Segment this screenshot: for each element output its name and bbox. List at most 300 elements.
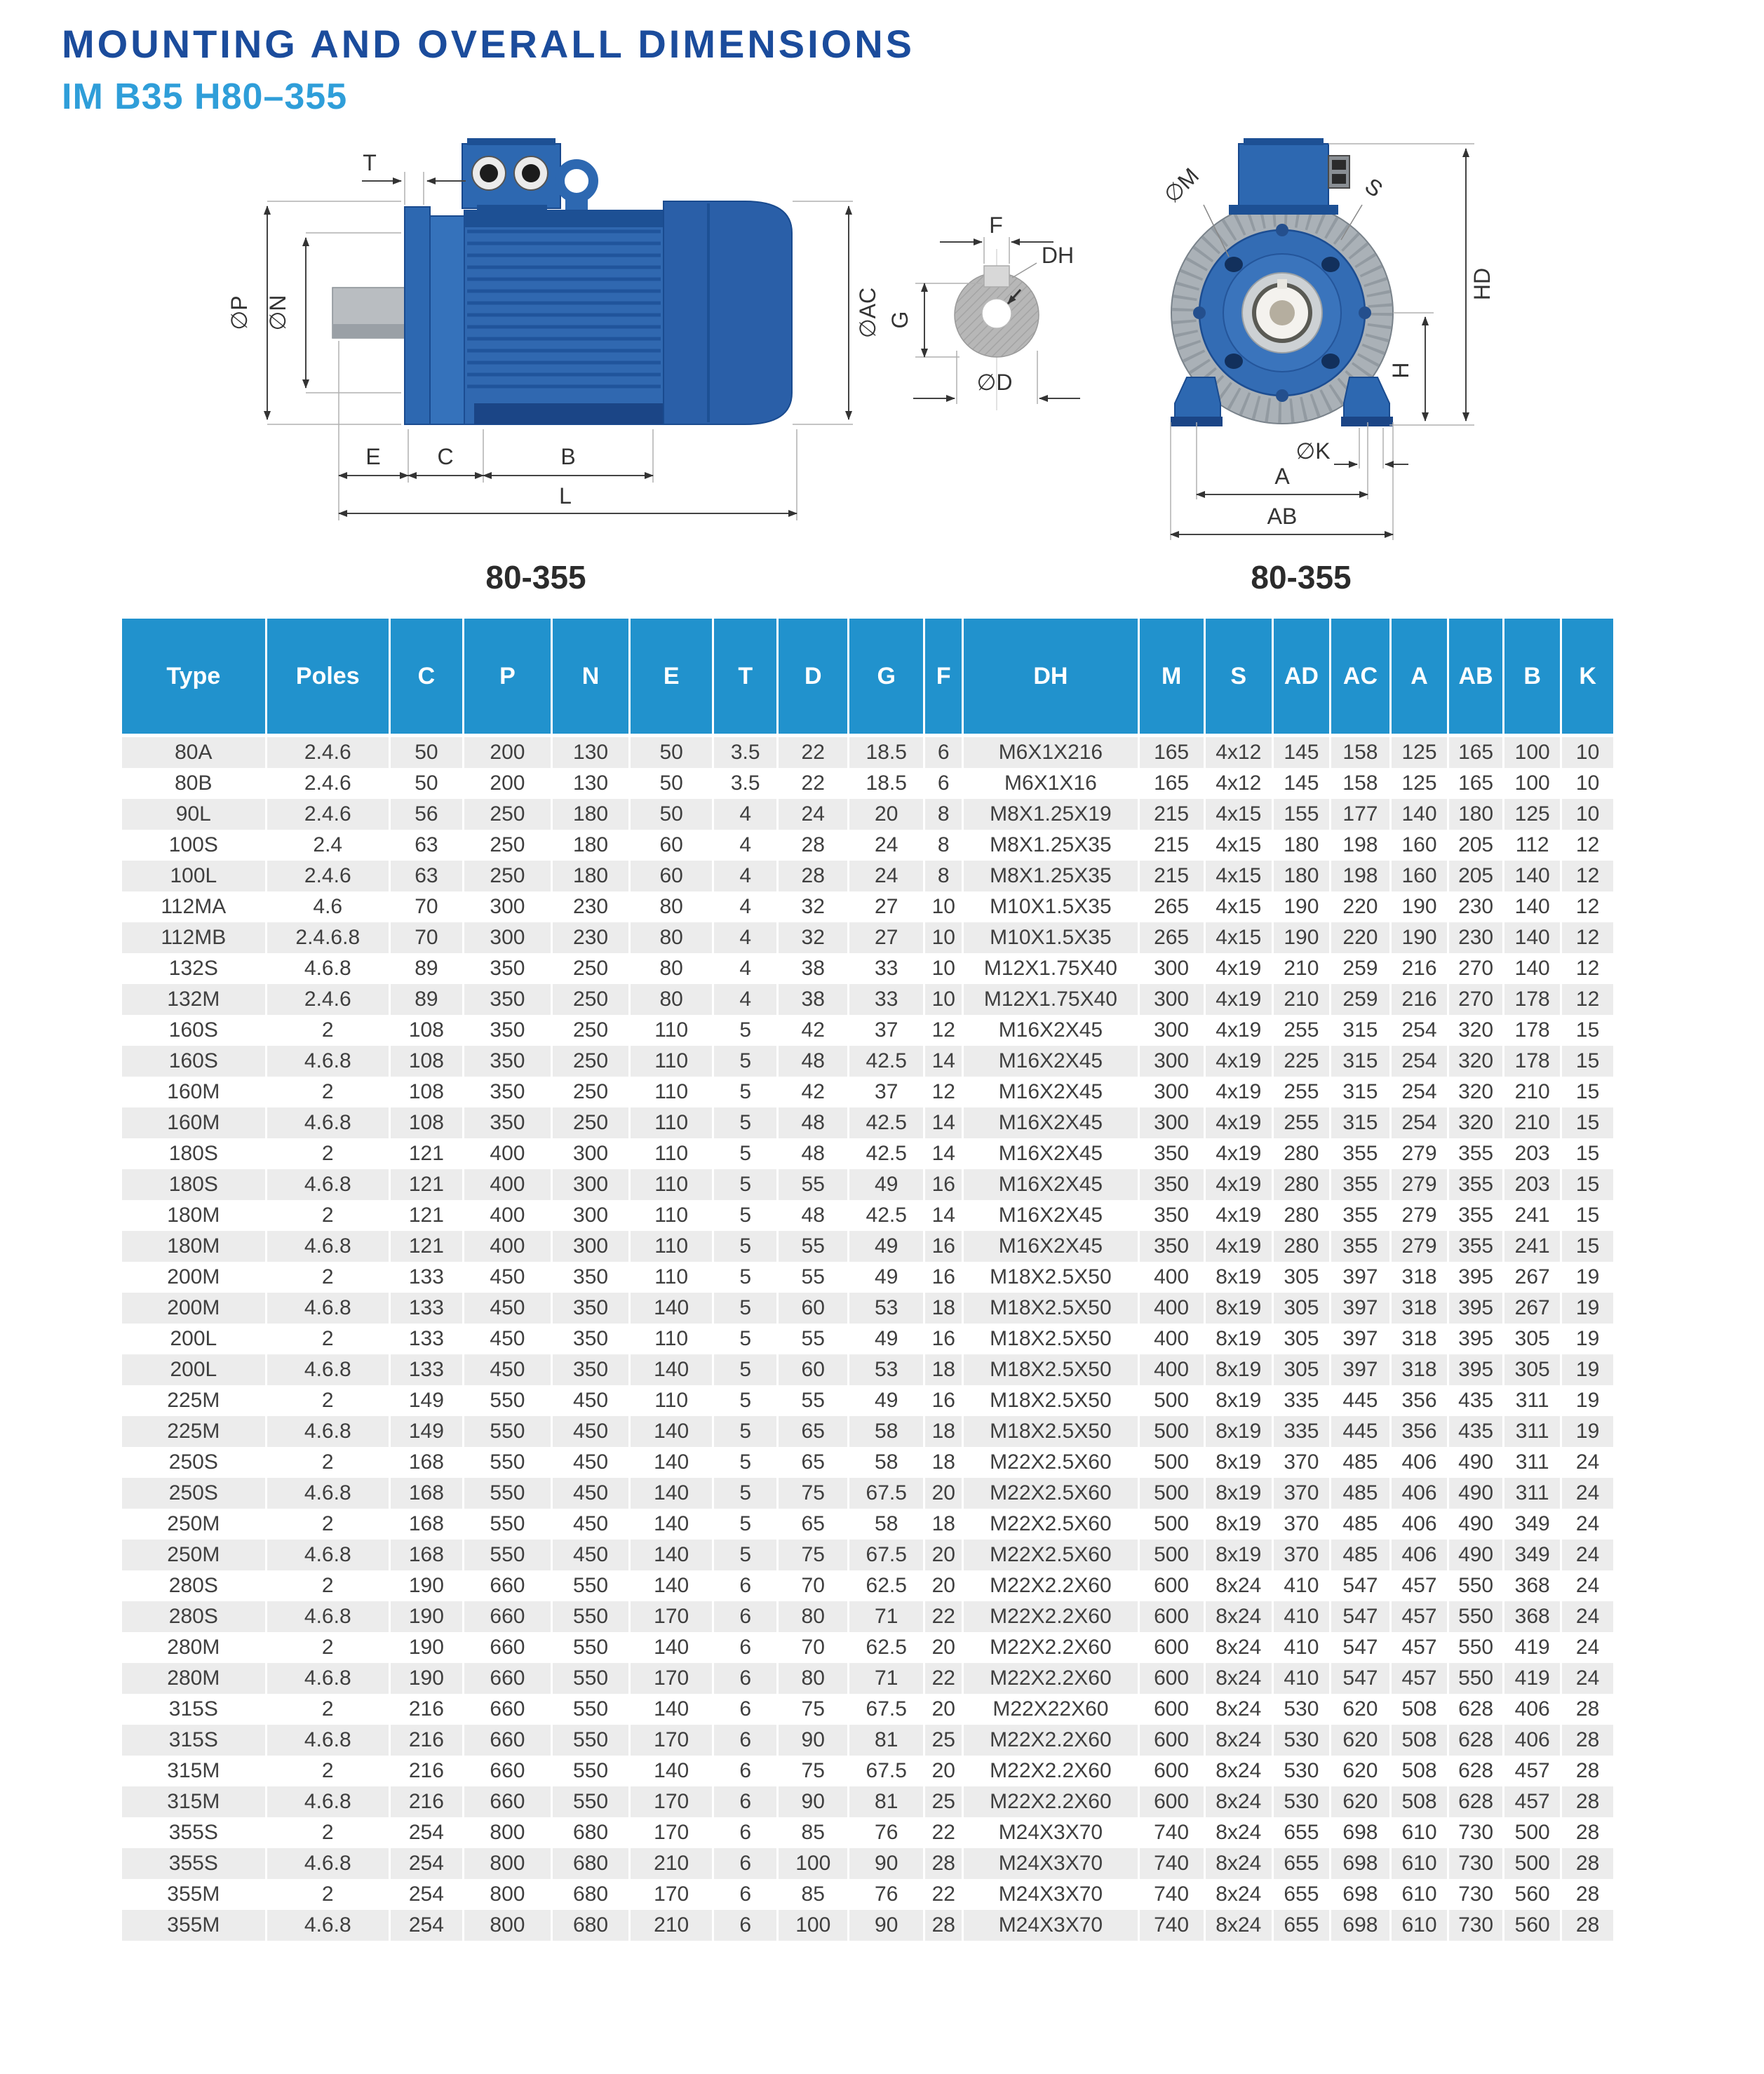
table-cell: 315 [1330, 1015, 1390, 1046]
table-cell: 140 [630, 1632, 713, 1663]
table-row [122, 1540, 1613, 1570]
table-cell: 155 [1272, 799, 1330, 830]
table-cell: 450 [551, 1447, 629, 1478]
table-cell: 6 [924, 768, 963, 799]
table-cell: 660 [463, 1756, 551, 1786]
table-cell: 6 [713, 1725, 778, 1756]
table-cell: 450 [551, 1540, 629, 1570]
table-cell: 305 [1504, 1324, 1561, 1354]
table-cell: 350 [463, 1077, 551, 1107]
lifting-eye [560, 164, 593, 198]
terminal-box-front [1239, 144, 1328, 210]
table-cell: 740 [1138, 1848, 1204, 1879]
table-cell: 168 [389, 1540, 463, 1570]
table-cell: 600 [1138, 1786, 1204, 1817]
table-cell: 660 [463, 1725, 551, 1756]
table-cell: 356 [1391, 1416, 1448, 1447]
table-row [122, 1725, 1613, 1756]
flange-recess [1276, 224, 1288, 236]
table-cell: 32 [778, 922, 849, 953]
table-cell: 660 [463, 1694, 551, 1725]
table-cell: 305 [1272, 1354, 1330, 1385]
table-cell: 210 [630, 1910, 713, 1941]
shaft-section-drawing [887, 213, 1080, 410]
table-cell: 300 [1138, 1107, 1204, 1138]
table-cell: 190 [389, 1663, 463, 1694]
table-cell: 4.6.8 [266, 1046, 389, 1077]
table-cell: 4.6.8 [266, 1354, 389, 1385]
table-body [122, 736, 1613, 1941]
table-cell: M12X1.75X40 [963, 984, 1138, 1015]
table-cell: 5 [713, 1540, 778, 1570]
dim-label-t: T [363, 150, 377, 175]
table-cell: 550 [463, 1478, 551, 1509]
table-cell: 62.5 [849, 1570, 924, 1601]
column-header-g: G [849, 619, 924, 736]
table-cell: 485 [1330, 1540, 1390, 1570]
table-cell: 19 [1575, 1296, 1600, 1319]
table-cell: M24X3X70 [963, 1848, 1138, 1879]
table-cell: 160S [122, 1015, 266, 1046]
dim-label-c: C [437, 444, 454, 469]
table-cell: 4x19 [1204, 1077, 1272, 1107]
dim-label-hd: HD [1469, 267, 1495, 301]
table-cell: 320 [1448, 1077, 1504, 1107]
table-cell: 178 [1504, 1046, 1561, 1077]
table-cell: 355 [1330, 1200, 1390, 1231]
table-cell: 58 [849, 1509, 924, 1540]
table-cell: 15 [1575, 1111, 1600, 1134]
table-cell: 22 [924, 1601, 963, 1632]
table-cell: 12 [1575, 895, 1600, 918]
table-cell: 190 [389, 1601, 463, 1632]
table-cell: 20 [924, 1756, 963, 1786]
table-cell: 165 [1448, 736, 1504, 769]
table-cell: 350 [551, 1262, 629, 1293]
table-cell: 280M [122, 1663, 266, 1694]
dim-label-h: H [1388, 362, 1413, 379]
table-cell: 550 [463, 1385, 551, 1416]
table-cell: 20 [924, 1478, 963, 1509]
table-cell: M16X2X45 [963, 1138, 1138, 1169]
table-cell: 75 [778, 1478, 849, 1509]
table-cell: 4.6.8 [266, 1169, 389, 1200]
table-cell: 15 [1575, 1173, 1600, 1196]
table-cell: 70 [389, 891, 463, 922]
table-cell: 250 [551, 953, 629, 984]
table-row [122, 1293, 1613, 1324]
table-header-row [122, 619, 1613, 736]
table-cell: 55 [778, 1231, 849, 1262]
table-cell: 315S [122, 1725, 266, 1756]
table-cell: 550 [551, 1786, 629, 1817]
table-cell: 4.6 [266, 891, 389, 922]
table-cell: 655 [1272, 1879, 1330, 1910]
table-cell: 300 [551, 1138, 629, 1169]
table-cell: 508 [1391, 1756, 1448, 1786]
table-cell: 350 [463, 1046, 551, 1077]
table-cell: 450 [551, 1416, 629, 1447]
table-cell: 254 [1391, 1077, 1448, 1107]
table-cell: 140 [630, 1416, 713, 1447]
table-cell: 28 [1575, 1759, 1600, 1782]
table-cell: 250 [463, 830, 551, 861]
dim-label-b: B [560, 444, 576, 469]
table-cell: 18.5 [849, 736, 924, 769]
table-cell: 112 [1504, 830, 1561, 861]
table-cell: M22X2.5X60 [963, 1478, 1138, 1509]
table-cell: M12X1.75X40 [963, 953, 1138, 984]
table-cell: 200M [122, 1293, 266, 1324]
table-cell: 2.4.6 [266, 984, 389, 1015]
table-cell: 400 [1138, 1262, 1204, 1293]
table-cell: 81 [849, 1725, 924, 1756]
table-cell: 450 [551, 1509, 629, 1540]
table-cell: 132S [122, 953, 266, 984]
table-cell: 5 [713, 1015, 778, 1046]
table-cell: M16X2X45 [963, 1046, 1138, 1077]
table-cell: 250 [551, 1015, 629, 1046]
table-row [122, 1324, 1613, 1354]
table-cell: 490 [1448, 1447, 1504, 1478]
table-cell: 28 [924, 1848, 963, 1879]
column-header-ab: AB [1448, 619, 1504, 736]
table-cell: 8x19 [1204, 1385, 1272, 1416]
table-cell: 4.6.8 [266, 1416, 389, 1447]
table-cell: M22X2.2X60 [963, 1725, 1138, 1756]
table-cell: 485 [1330, 1509, 1390, 1540]
table-cell: 305 [1272, 1293, 1330, 1324]
fan-cover [664, 201, 792, 424]
table-cell: 53 [849, 1354, 924, 1385]
table-cell: 198 [1330, 861, 1390, 891]
table-cell: 170 [630, 1601, 713, 1632]
table-cell: 259 [1330, 953, 1390, 984]
table-cell: 450 [551, 1385, 629, 1416]
table-cell: 315M [122, 1756, 266, 1786]
table-cell: 6 [713, 1786, 778, 1817]
table-cell: 215 [1138, 799, 1204, 830]
table-cell: 200 [463, 736, 551, 769]
table-cell: 63 [389, 830, 463, 861]
table-cell: 38 [778, 984, 849, 1015]
table-cell: 110 [630, 1107, 713, 1138]
table-cell: M24X3X70 [963, 1879, 1138, 1910]
table-cell: 165 [1138, 736, 1204, 769]
table-cell: 550 [551, 1663, 629, 1694]
table-cell: 2 [266, 1509, 389, 1540]
table-cell: 216 [1391, 984, 1448, 1015]
table-row [122, 984, 1613, 1015]
table-cell: 610 [1391, 1817, 1448, 1848]
table-cell: 160S [122, 1046, 266, 1077]
table-cell: 18 [924, 1509, 963, 1540]
table-cell: 80 [630, 953, 713, 984]
table-cell: 550 [1448, 1570, 1504, 1601]
table-cell: 70 [778, 1570, 849, 1601]
table-cell: 4.6.8 [266, 1107, 389, 1138]
table-cell: 350 [463, 1107, 551, 1138]
table-cell: 265 [1138, 922, 1204, 953]
table-cell: 2 [266, 1570, 389, 1601]
table-cell: 5 [713, 1107, 778, 1138]
flange-recess [1193, 307, 1206, 319]
table-cell: M22X2.5X60 [963, 1509, 1138, 1540]
column-header-t: T [713, 619, 778, 736]
table-cell: 508 [1391, 1694, 1448, 1725]
table-cell: 400 [1138, 1293, 1204, 1324]
table-cell: 500 [1138, 1509, 1204, 1540]
table-cell: 100 [778, 1910, 849, 1941]
table-cell: 24 [849, 830, 924, 861]
table-cell: 75 [778, 1756, 849, 1786]
table-cell: 125 [1504, 799, 1561, 830]
table-cell: 395 [1448, 1324, 1504, 1354]
table-cell: 5 [713, 1416, 778, 1447]
table-cell: 8 [924, 830, 963, 861]
table-cell: 4 [713, 830, 778, 861]
table-cell: 315 [1330, 1107, 1390, 1138]
table-cell: 230 [551, 922, 629, 953]
table-cell: 550 [463, 1509, 551, 1540]
table-cell: 315 [1330, 1046, 1390, 1077]
table-cell: M16X2X45 [963, 1015, 1138, 1046]
table-cell: 610 [1391, 1879, 1448, 1910]
table-cell: 145 [1272, 768, 1330, 799]
table-cell: 33 [849, 953, 924, 984]
table-cell: 5 [713, 1200, 778, 1231]
table-cell: 100S [122, 830, 266, 861]
table-cell: 6 [713, 1663, 778, 1694]
table-cell: 698 [1330, 1879, 1390, 1910]
table-cell: 305 [1504, 1354, 1561, 1385]
table-cell: 67.5 [849, 1756, 924, 1786]
table-cell: 28 [1575, 1852, 1600, 1875]
table-cell: 24 [1575, 1543, 1600, 1566]
table-cell: 4x19 [1204, 1046, 1272, 1077]
motor-foot-front [1344, 377, 1389, 419]
table-cell: 28 [1575, 1913, 1600, 1937]
table-cell: 205 [1448, 861, 1504, 891]
table-cell: 12 [1575, 926, 1600, 949]
flange-bolt-hole [1321, 353, 1340, 369]
table-cell: 355S [122, 1848, 266, 1879]
table-cell: 254 [1391, 1046, 1448, 1077]
table-cell: 60 [778, 1293, 849, 1324]
table-cell: 121 [389, 1200, 463, 1231]
table-cell: 108 [389, 1015, 463, 1046]
table-cell: 149 [389, 1416, 463, 1447]
table-cell: 800 [463, 1848, 551, 1879]
table-cell: M10X1.5X35 [963, 891, 1138, 922]
table-cell: 5 [713, 1354, 778, 1385]
table-cell: 250 [551, 984, 629, 1015]
table-cell: 49 [849, 1262, 924, 1293]
table-cell: 4x15 [1204, 891, 1272, 922]
table-cell: 5 [713, 1478, 778, 1509]
table-cell: 6 [924, 736, 963, 769]
table-cell: 4.6.8 [266, 1293, 389, 1324]
column-header-a: A [1391, 619, 1448, 736]
table-cell: 2 [266, 1077, 389, 1107]
table-cell: 270 [1448, 984, 1504, 1015]
table-cell: 130 [551, 768, 629, 799]
table-row [122, 1478, 1613, 1509]
table-cell: 406 [1504, 1725, 1561, 1756]
table-cell: 165 [1448, 768, 1504, 799]
table-cell: 5 [713, 1509, 778, 1540]
table-cell: 250 [463, 861, 551, 891]
table-cell: 28 [778, 830, 849, 861]
table-cell: 14 [924, 1200, 963, 1231]
table-cell: 4.6.8 [266, 1725, 389, 1756]
table-cell: 550 [463, 1416, 551, 1447]
table-cell: 100 [1504, 736, 1561, 769]
table-cell: 24 [1575, 1450, 1600, 1474]
table-cell: 180 [551, 799, 629, 830]
column-header-s: S [1204, 619, 1272, 736]
column-header-c: C [389, 619, 463, 736]
table-cell: 2.4.6 [266, 799, 389, 830]
table-row [122, 1663, 1613, 1694]
table-cell: 110 [630, 1231, 713, 1262]
column-header-type: Type [122, 619, 266, 736]
table-cell: 550 [551, 1725, 629, 1756]
table-cell: 19 [1575, 1358, 1600, 1381]
table-cell: 350 [551, 1354, 629, 1385]
table-cell: 267 [1504, 1262, 1561, 1293]
table-cell: 2 [266, 1200, 389, 1231]
table-cell: 180M [122, 1200, 266, 1231]
table-row [122, 1138, 1613, 1169]
table-cell: 680 [551, 1817, 629, 1848]
table-cell: 350 [463, 1015, 551, 1046]
table-cell: 280M [122, 1632, 266, 1663]
table-cell: 133 [389, 1324, 463, 1354]
table-cell: 2 [266, 1879, 389, 1910]
table-cell: 435 [1448, 1416, 1504, 1447]
table-cell: 279 [1391, 1169, 1448, 1200]
table-cell: 300 [551, 1231, 629, 1262]
table-cell: 397 [1330, 1324, 1390, 1354]
table-cell: 89 [389, 953, 463, 984]
table-cell: 125 [1391, 768, 1448, 799]
table-cell: 10 [924, 984, 963, 1015]
table-cell: 90 [778, 1786, 849, 1817]
table-cell: M18X2.5X50 [963, 1324, 1138, 1354]
table-cell: 8x24 [1204, 1879, 1272, 1910]
table-row [122, 1848, 1613, 1879]
table-cell: 280 [1272, 1138, 1330, 1169]
table-cell: 550 [1448, 1632, 1504, 1663]
table-cell: 33 [849, 984, 924, 1015]
table-row [122, 1169, 1613, 1200]
table-cell: 8x24 [1204, 1786, 1272, 1817]
table-cell: 8x24 [1204, 1663, 1272, 1694]
table-cell: 560 [1504, 1910, 1561, 1941]
table-cell: 133 [389, 1293, 463, 1324]
table-cell: 350 [1138, 1138, 1204, 1169]
table-cell: 210 [630, 1848, 713, 1879]
table-cell: 8x19 [1204, 1447, 1272, 1478]
table-cell: 550 [551, 1694, 629, 1725]
table-cell: 168 [389, 1478, 463, 1509]
table-cell: 60 [778, 1354, 849, 1385]
table-cell: 610 [1391, 1910, 1448, 1941]
column-header-b: B [1504, 619, 1561, 736]
table-cell: 300 [1138, 1015, 1204, 1046]
table-cell: 450 [463, 1262, 551, 1293]
dim-label-ab: AB [1267, 504, 1298, 529]
table-cell: 5 [713, 1293, 778, 1324]
table-cell: 58 [849, 1416, 924, 1447]
table-cell: 350 [1138, 1200, 1204, 1231]
table-cell: 5 [713, 1231, 778, 1262]
table-cell: M16X2X45 [963, 1077, 1138, 1107]
table-cell: 500 [1138, 1385, 1204, 1416]
table-row [122, 1416, 1613, 1447]
table-cell: 4.6.8 [266, 1231, 389, 1262]
table-cell: 5 [713, 1046, 778, 1077]
table-row [122, 1694, 1613, 1725]
table-cell: M24X3X70 [963, 1910, 1138, 1941]
table-cell: 62.5 [849, 1632, 924, 1663]
table-cell: 500 [1138, 1416, 1204, 1447]
table-cell: 279 [1391, 1200, 1448, 1231]
table-cell: 225M [122, 1416, 266, 1447]
table-cell: 2.4.6 [266, 768, 389, 799]
table-cell: 65 [778, 1509, 849, 1540]
table-cell: 698 [1330, 1910, 1390, 1941]
table-cell: 160 [1391, 830, 1448, 861]
table-cell: 6 [713, 1632, 778, 1663]
table-cell: 168 [389, 1509, 463, 1540]
table-cell: 130 [551, 736, 629, 769]
table-cell: 335 [1272, 1416, 1330, 1447]
table-cell: 203 [1504, 1169, 1561, 1200]
table-cell: 395 [1448, 1354, 1504, 1385]
table-cell: 547 [1330, 1601, 1390, 1632]
table-row [122, 1879, 1613, 1910]
table-cell: 410 [1272, 1601, 1330, 1632]
table-cell: 80B [122, 768, 266, 799]
table-cell: 42.5 [849, 1046, 924, 1077]
table-cell: 180M [122, 1231, 266, 1262]
table-cell: 16 [924, 1262, 963, 1293]
table-row [122, 768, 1613, 799]
table-cell: 10 [1575, 741, 1600, 764]
table-cell: 800 [463, 1910, 551, 1941]
table-cell: 81 [849, 1786, 924, 1817]
column-header-k: K [1561, 619, 1613, 736]
table-cell: 600 [1138, 1601, 1204, 1632]
table-cell: 406 [1391, 1478, 1448, 1509]
table-cell: 230 [1448, 891, 1504, 922]
technical-drawings [0, 0, 1764, 617]
table-cell: 28 [1575, 1821, 1600, 1844]
table-cell: 315M [122, 1786, 266, 1817]
table-cell: 2 [266, 1694, 389, 1725]
table-cell: 250M [122, 1540, 266, 1570]
table-cell: 50 [630, 768, 713, 799]
table-cell: 600 [1138, 1632, 1204, 1663]
table-cell: 65 [778, 1447, 849, 1478]
table-cell: 10 [1575, 772, 1600, 795]
table-row [122, 1447, 1613, 1478]
table-cell: 4.6.8 [266, 1910, 389, 1941]
table-cell: 5 [713, 1324, 778, 1354]
table-cell: 18 [924, 1416, 963, 1447]
